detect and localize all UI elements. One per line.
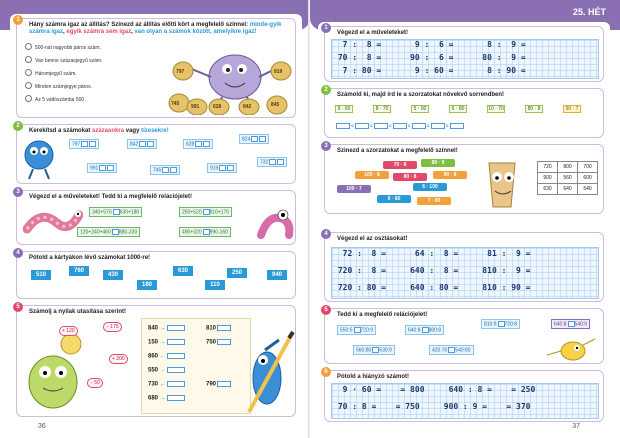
product-stick: 7 · 80 [417, 197, 451, 205]
exercise-2 [16, 124, 296, 184]
round-value: 919 [207, 163, 237, 173]
ordering-chain: < < < < < < [335, 123, 465, 129]
sack-number: 797 [176, 69, 185, 75]
arrow-row: 840 → [148, 325, 185, 332]
round-value: 628 [183, 139, 213, 149]
striped-worm-illustration [23, 203, 83, 241]
operation-bubble: − 50 [87, 378, 103, 388]
sack-number: 919 [274, 69, 283, 75]
exercise-title: Pótold a kártyákon lévő számokat 1000-re! [29, 255, 151, 261]
blue-ball-creature-illustration [21, 137, 57, 181]
relation-pair: 560:80 630:9 [353, 345, 395, 355]
product-stick: 9 · 80 [377, 195, 411, 203]
arrow-row: 730 ← [148, 381, 185, 388]
arrow-row: 150 → [148, 339, 185, 346]
number-card: 180 [137, 280, 157, 290]
exercise-number: 4 [13, 248, 23, 258]
product-stick: 80 · 8 [393, 173, 427, 181]
number-card: 430 [103, 270, 123, 280]
exercise-1 [324, 26, 604, 82]
round-value: 745 [150, 165, 180, 175]
arrow-row: 860 ← [148, 353, 185, 360]
exercise-4 [16, 251, 296, 299]
exercise-title: Végezd el a műveleteket! Tedd ki a megfelelő relációjelet! [29, 194, 192, 200]
number-card: 630 [173, 266, 193, 276]
exercise-3 [324, 144, 604, 214]
equation-row: 720 : 80 = 640 : 80 = 810 : 90 = [333, 283, 531, 292]
product-card: 5 · 90 [411, 105, 429, 113]
arrow-task-board [141, 318, 251, 414]
equation-row: 7 : 80 = 9 : 60 = 8 : 90 = [333, 66, 526, 75]
exercise-title: Szinezd a szorzatokat a megfelelő színnel! [337, 148, 458, 154]
right-page [310, 0, 620, 438]
equation-row: 7 : 8 = 9 : 6 = 8 : 9 = [333, 40, 526, 49]
exercise-4 [324, 232, 604, 302]
exercise-number: 5 [13, 302, 23, 312]
round-value: 824 [239, 134, 269, 144]
product-card: 90 · 7 [563, 105, 581, 113]
exercise-title: Számold ki, majd írd le a szorzatokat növekvő sorrendben! [337, 92, 505, 98]
exercise-5 [324, 308, 604, 364]
arrow-row: 680 → [148, 395, 185, 402]
exercise-5 [16, 305, 296, 417]
arrow-row: 750 [206, 339, 231, 346]
round-value: 842 [127, 139, 157, 149]
exercise-number: 4 [321, 229, 331, 239]
exercise-number: 1 [321, 23, 331, 33]
result-table: 720 800 700 900 560 600 630 640 540 [537, 161, 598, 195]
exercise-number: 6 [321, 367, 331, 377]
exercise-number: 2 [321, 85, 331, 95]
sack-number: 845 [271, 102, 280, 108]
exercise-title: Hány számra igaz az állítás? Szinezd az állítás előtti kört a megfelelő színnel: minde-gyik számra igaz, egyik számra sem igaz, van olyan a számok között, amelyikre igaz! [29, 22, 282, 35]
equation-row: 9 · 60 = = 800 640 : 8 = = 250 [333, 385, 536, 394]
page-number: 36 [38, 423, 46, 430]
product-card: 9 · 60 [335, 105, 353, 113]
relation-pair: 340+570 630+180 [89, 207, 142, 217]
option-circle[interactable]: Van benne százasjegyű szám. [25, 56, 102, 64]
number-card: 510 [31, 270, 51, 280]
left-sheet [10, 14, 302, 422]
yellow-bug-illustration [543, 335, 599, 363]
relation-pair: 550:5 720:9 [337, 325, 376, 335]
pencil-creature-illustration [471, 155, 531, 213]
exercise-title: Kerekítsd a számokat százasokra vagy tízesekre! [29, 128, 169, 134]
product-stick: 100 · 7 [337, 185, 371, 193]
option-circle[interactable]: Az 5 váltószámba 500. [25, 95, 86, 103]
number-card: 110 [205, 280, 225, 290]
exercise-title: Végezd el az osztásokat! [337, 236, 408, 242]
number-card: 250 [227, 268, 247, 278]
product-card: 8 · 70 [373, 105, 391, 113]
arrow-row: 810 [206, 325, 231, 332]
pink-creature-illustration [255, 205, 295, 243]
green-monster-illustration [21, 330, 91, 414]
exercise-6 [324, 370, 604, 422]
sack-number: 842 [243, 104, 252, 110]
operation-bubble: + 120 [59, 326, 78, 336]
operation-bubble: + 200 [109, 354, 128, 364]
relation-pair: 640:8 880:8 [405, 325, 444, 335]
arrow-row: 550 → [148, 367, 185, 374]
round-value: 797 [69, 139, 99, 149]
exercise-2 [324, 88, 604, 138]
exercise-title: Pótold a hiányzó számot! [337, 374, 410, 380]
sack-number: 745 [171, 101, 180, 107]
sack-number: 991 [191, 104, 200, 110]
week-label: 25. HÉT [572, 7, 606, 17]
option-circle[interactable]: 500-nál nagyobb páros szám. [25, 43, 101, 51]
number-card: 940 [267, 270, 287, 280]
exercise-number: 1 [13, 15, 23, 25]
option-circle[interactable]: Háromjegyű szám. [25, 69, 77, 77]
number-card: 760 [69, 266, 89, 276]
page-number: 37 [572, 423, 580, 430]
product-stick: 80 · 9 [421, 159, 455, 167]
product-stick: 6 · 100 [413, 183, 447, 191]
operation-bubble: − 175 [103, 322, 122, 332]
relation-pair: 420:70 540:60 [429, 345, 474, 355]
relation-pair: 120+240+460 880-230 [77, 227, 140, 237]
product-stick: 90 · 8 [433, 171, 467, 179]
round-value: 732 [257, 157, 287, 167]
product-stick: 70 · 8 [383, 161, 417, 169]
product-card: 6 · 80 [449, 105, 467, 113]
equation-row: 70 : 8 = = 750 900 : 9 = = 370 [333, 402, 531, 411]
product-card: 80 · 8 [525, 105, 543, 113]
exercise-number: 3 [13, 187, 23, 197]
relation-pair: 250+520 810+170 [179, 207, 232, 217]
exercise-3 [16, 190, 296, 245]
round-value: 991 [87, 163, 117, 173]
product-card: 10 · 70 [488, 106, 504, 112]
exercise-number: 2 [13, 121, 23, 131]
equation-row: 720 : 8 = 640 : 8 = 810 : 9 = [333, 266, 531, 275]
arrow-row: 790 [206, 381, 231, 388]
exercise-title: Számolj a nyilak utasítása szerint! [29, 309, 127, 315]
relation-pair: 810:9 720:8 [481, 319, 520, 329]
relation-pair: 490+320 990-160 [179, 227, 231, 237]
equation-row: 72 : 8 = 64 : 8 = 81 : 9 = [333, 249, 531, 258]
equation-row: 70 : 8 = 90 : 6 = 80 : 9 = [333, 53, 526, 62]
exercise-title: Tedd ki a megfelelő relációjelet! [337, 312, 428, 318]
sack-number: 628 [213, 104, 222, 110]
exercise-number: 5 [321, 305, 331, 315]
exercise-1 [16, 18, 296, 118]
blue-bird-with-pencil-illustration [245, 330, 297, 416]
exercise-number: 3 [321, 141, 331, 151]
product-stick: 100 · 8 [355, 171, 389, 179]
right-sheet [318, 22, 610, 430]
option-circle[interactable]: Minden számjegye páros. [25, 82, 92, 90]
exercise-title: Végezd el a műveleteket! [337, 30, 409, 36]
relation-pair: 640:8 540:9 [551, 319, 590, 329]
